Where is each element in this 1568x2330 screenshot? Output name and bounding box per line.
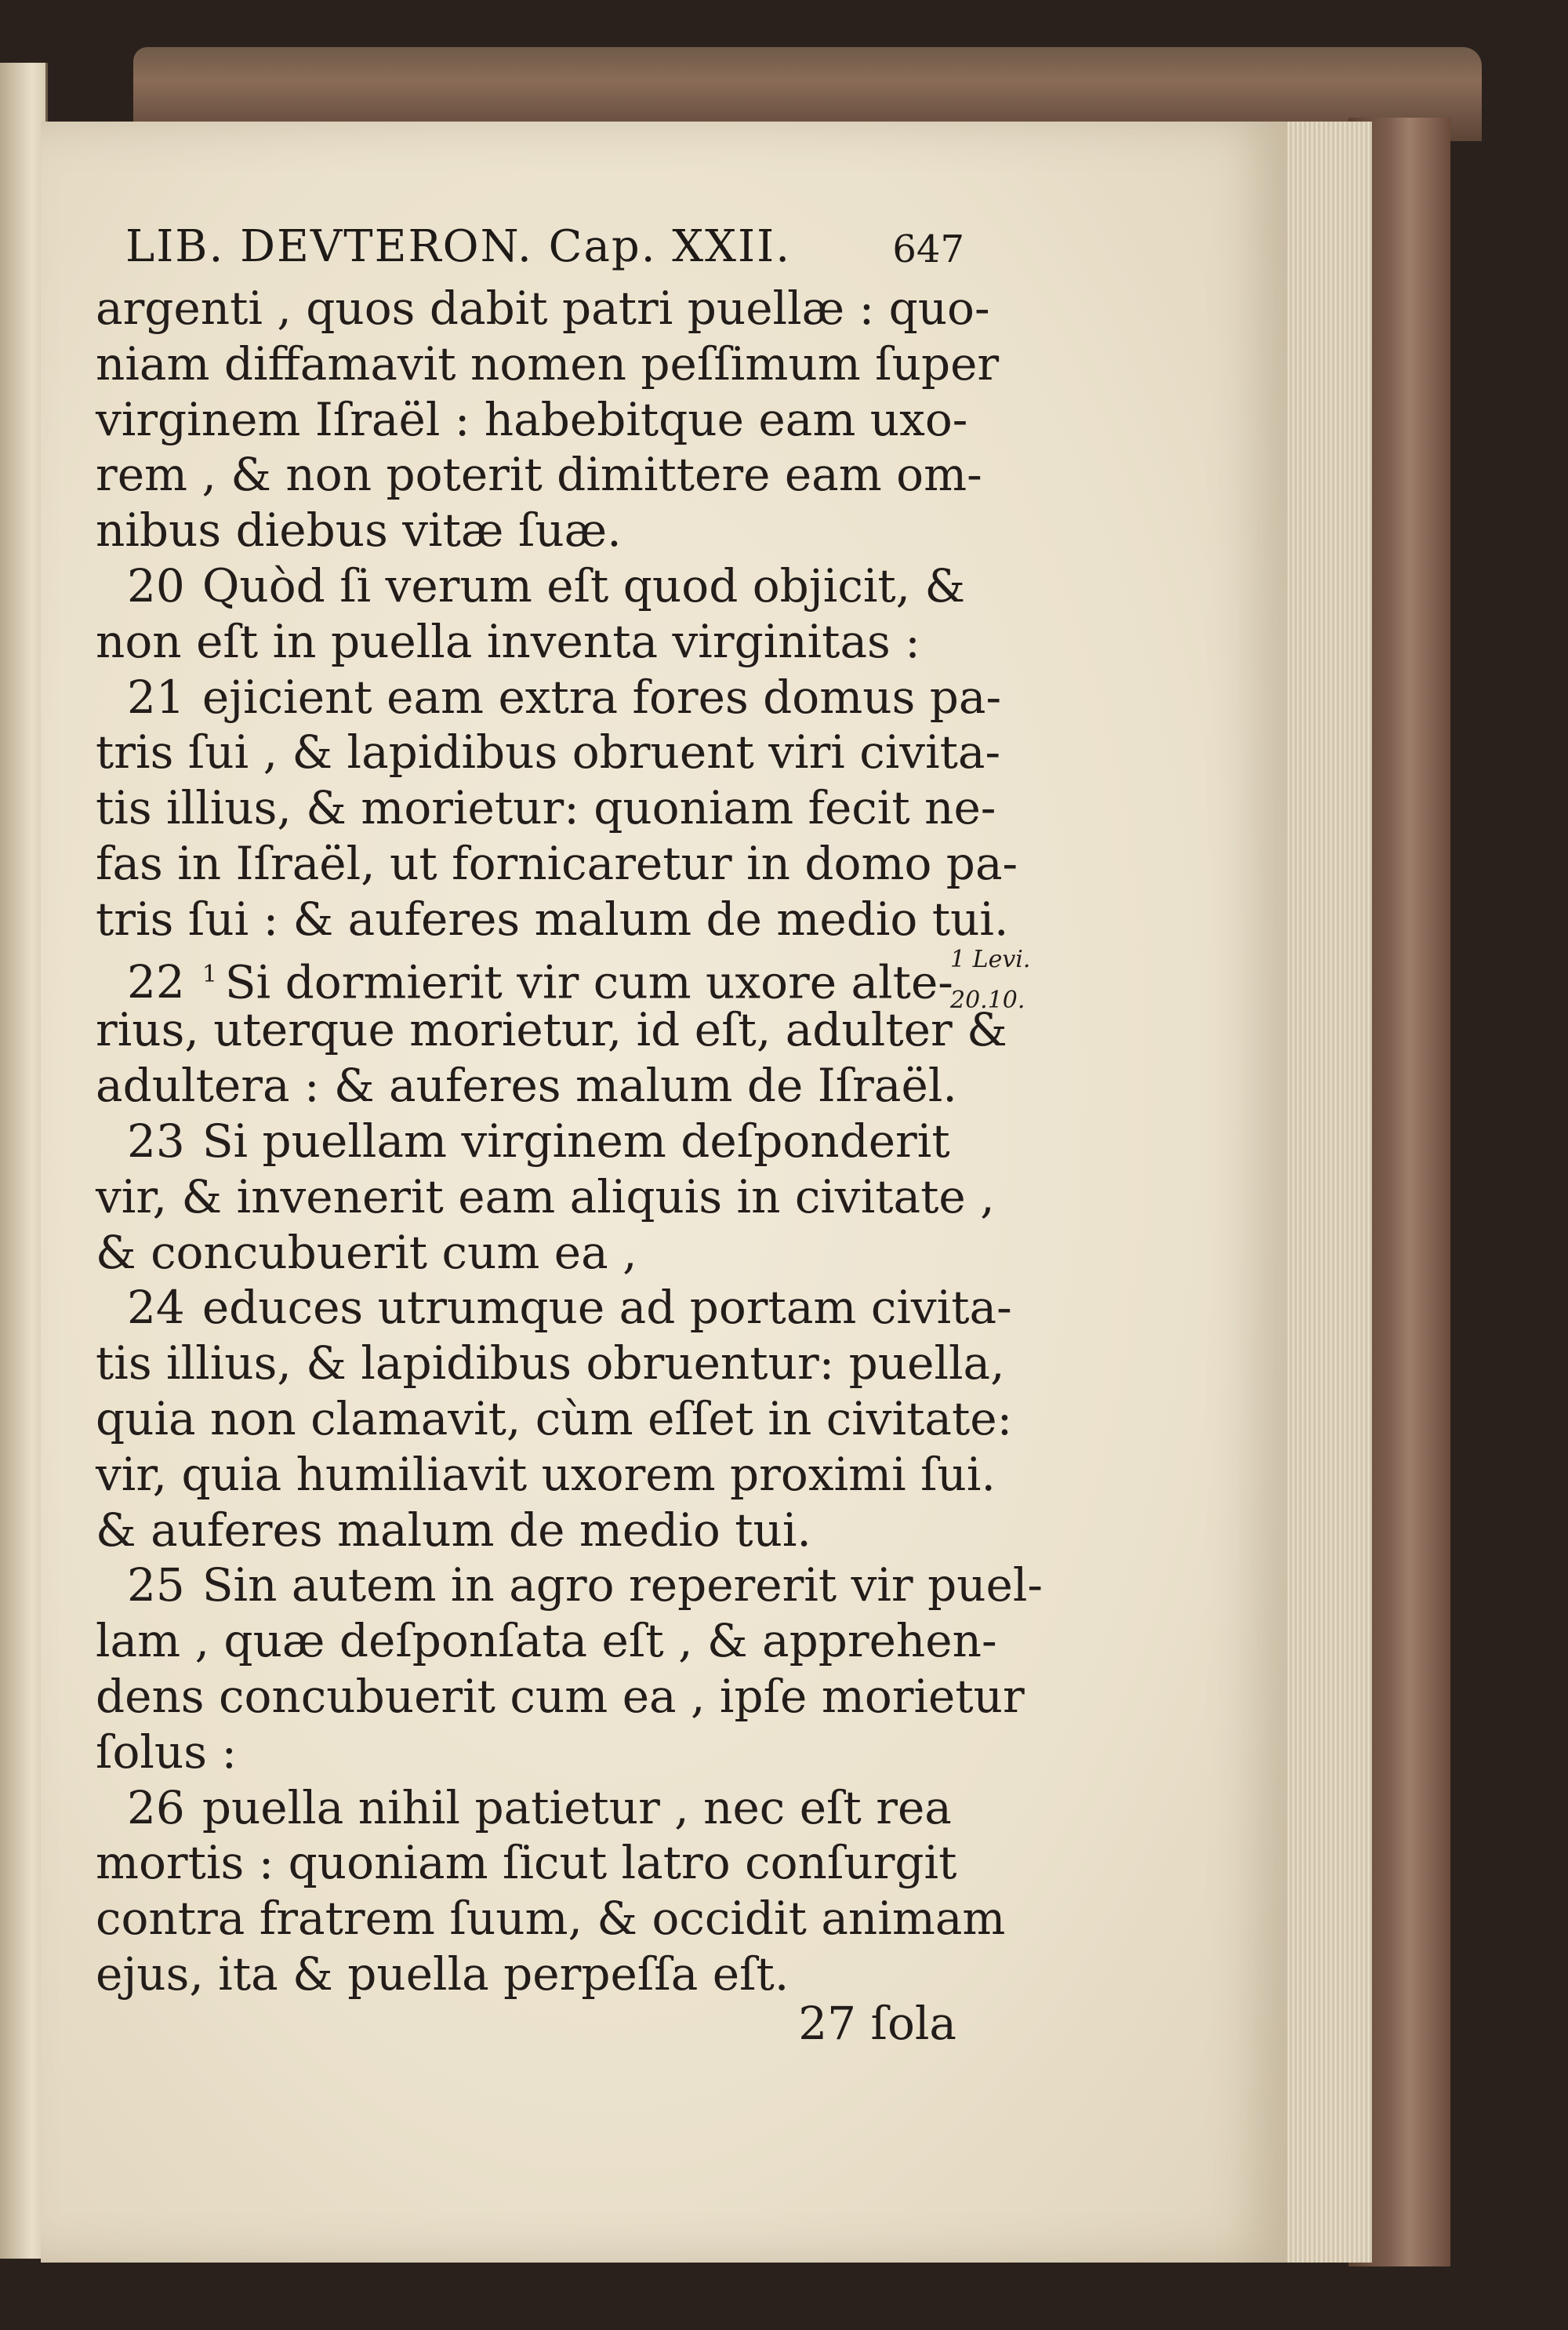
text-line [96, 1114, 950, 1169]
text-line [96, 836, 1018, 892]
line-text: non eſt in puella inventa virginitas : [96, 614, 920, 668]
text-line [96, 1558, 1044, 1613]
line-text: fas in Iſraël, ut fornicaretur in domo pa- [96, 836, 1018, 890]
line-text: Si dormierit vir cum uxore alte- [224, 954, 953, 1009]
text-line [96, 1058, 957, 1114]
text-line [96, 1280, 1012, 1336]
line-text: niam diffamavit nomen peſſimum ſuper [96, 336, 1000, 391]
line-text: tris ſui : & auferes malum de medio tui. [96, 892, 1009, 946]
verse-number: 26 [127, 1780, 185, 1834]
line-text: & concubuerit cum ea , [96, 1225, 637, 1279]
page-number: 647 [892, 227, 964, 271]
line-text: quia non clamavit, cùm eſſet in civitate: [96, 1391, 1013, 1445]
text-line [96, 392, 968, 448]
line-text: ejicient eam extra fores domus pa- [201, 670, 1002, 724]
line-text: mortis : quoniam ſicut latro conſurgit [96, 1836, 957, 1890]
line-text: adultera : & auferes malum de Iſraël. [96, 1059, 957, 1113]
text-line [96, 725, 1001, 780]
line-text: dens concubuerit cum ea , ipſe morietur [96, 1669, 1025, 1723]
line-text: rius, uterque morietur, id eſt, adulter & [96, 1003, 1007, 1057]
verse-number: 23 [127, 1114, 185, 1168]
line-text: Sin autem in agro repererit vir puel- [201, 1558, 1044, 1612]
text-line [96, 670, 1002, 725]
text-line [96, 1947, 942, 2002]
text-line [96, 1891, 1006, 1947]
text-line [96, 1447, 996, 1503]
verse-number: 24 [127, 1281, 185, 1335]
line-text: contra fratrem ſuum, & occidit animam [96, 1892, 1006, 1946]
line-text: educes utrumque ad portam civita- [201, 1281, 1012, 1335]
line-text: tis illius, & lapidibus obruentur: puella, [96, 1336, 1005, 1390]
verse-number: 21 [127, 670, 185, 724]
margin-note-book: Levi. [972, 946, 1031, 973]
line-text: tris ſui , & lapidibus obruent viri civita- [96, 725, 1001, 780]
margin-note [950, 940, 1044, 1021]
text-line [96, 614, 942, 670]
footnote-mark: 1 [201, 960, 217, 988]
text-line [96, 558, 966, 614]
running-header [125, 221, 964, 284]
text-line [96, 1225, 942, 1281]
line-text: argenti , quos dabit patri puellæ : quo- [96, 282, 990, 335]
text-line [96, 947, 953, 1009]
line-text: Quòd ſi verum eſt quod objicit, & [201, 558, 966, 612]
text-line [96, 1336, 1005, 1391]
verse-number: 22 [127, 954, 185, 1009]
text-line [96, 780, 996, 836]
margin-note-numbers: 20.10. [950, 987, 1025, 1014]
text-line [96, 1613, 997, 1669]
text-line [96, 447, 982, 503]
margin-note-mark: 1 [950, 946, 966, 973]
text-line [96, 1503, 942, 1558]
text-line [96, 336, 1000, 392]
line-text: & auferes malum de medio tui. [96, 1503, 811, 1557]
text-line [96, 1391, 1013, 1447]
verse-number: 25 [127, 1558, 185, 1612]
text-line [96, 1002, 1007, 1058]
text-line [96, 1835, 957, 1891]
text-line [96, 1725, 942, 1780]
line-text: ejus, ita & puella perpeſſa eſt. [96, 1947, 789, 2001]
catchword: 27 ſola [798, 1997, 956, 2050]
text-line [96, 892, 1009, 947]
line-text: virginem Iſraël : habebitque eam uxo- [96, 392, 968, 446]
text-line [96, 1669, 1025, 1725]
line-text: ſolus : [96, 1725, 238, 1779]
line-text: tis illius, & morietur: quoniam fecit ne- [96, 781, 996, 835]
line-text: lam , quæ deſponſata eſt , & apprehen- [96, 1614, 997, 1668]
text-line [96, 1780, 952, 1836]
line-text: Si puellam virginem deſponderit [201, 1114, 950, 1168]
line-text: rem , & non poterit dimittere eam om- [96, 448, 982, 502]
line-text: vir, quia humiliavit uxorem proximi ſui. [96, 1447, 996, 1501]
verse-number: 20 [127, 558, 185, 612]
text-line [96, 1169, 995, 1225]
line-text: puella nihil patietur , nec eſt rea [201, 1780, 952, 1834]
running-title: LIB. DEVTERON. Cap. XXII. [125, 221, 792, 272]
line-text: nibus diebus vitæ ſuæ. [96, 503, 622, 558]
line-text: vir, & invenerit eam aliquis in civitate , [96, 1169, 995, 1223]
text-line [96, 503, 942, 558]
text-line [96, 281, 990, 336]
